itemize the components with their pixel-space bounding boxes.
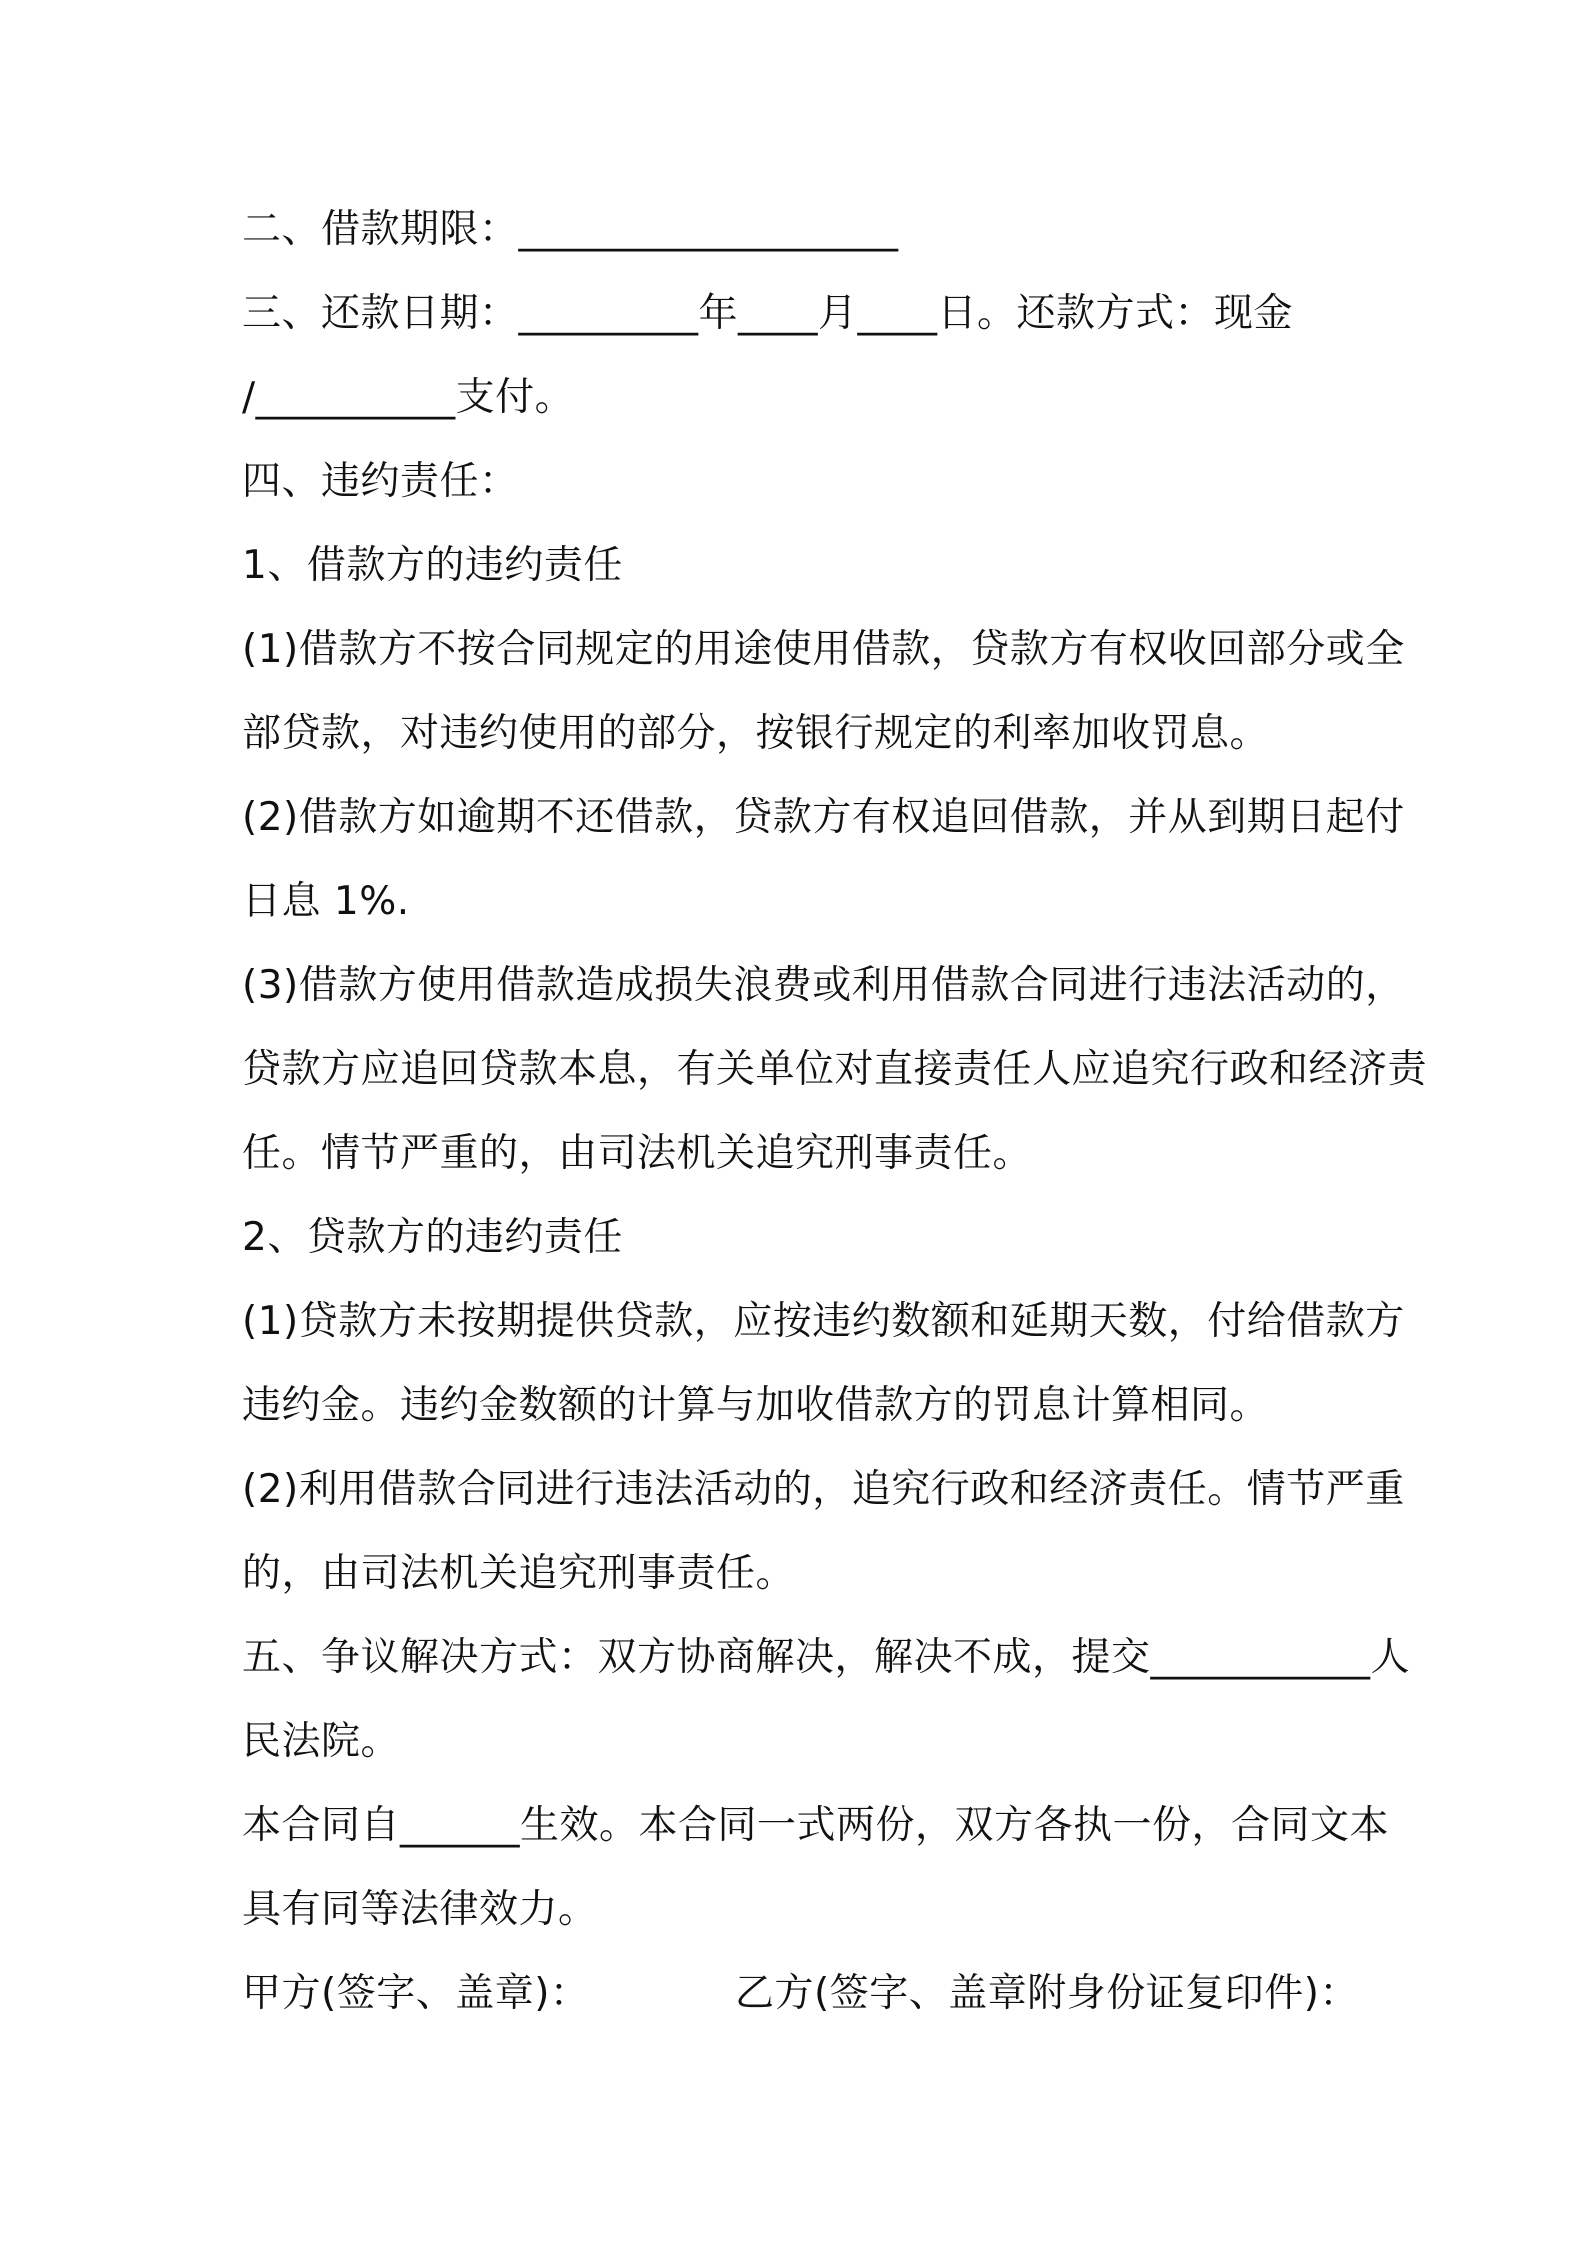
borrower-clause-1-line-1: (1)借款方不按合同规定的用途使用借款，贷款方有权收回部分或全 (242, 627, 1405, 672)
lender-clause-1-line-1: (1)贷款方未按期提供贷款，应按违约数额和延期天数，付给借款方 (242, 1299, 1405, 1344)
borrower-clause-2-line-1: (2)借款方如逾期不还借款，贷款方有权追回借款，并从到期日起付 (242, 795, 1405, 840)
borrower-liability-heading: 1、借款方的违约责任 (242, 543, 623, 588)
liability-heading: 四、违约责任： (242, 459, 519, 504)
dispute-resolution-line-2: 民法院。 (242, 1719, 401, 1764)
repayment-date-line: 三、还款日期：_________年____月____日。还款方式：现金 (242, 291, 1294, 336)
borrower-clause-1-line-2: 部贷款，对违约使用的部分，按银行规定的利率加收罚息。 (242, 711, 1270, 756)
effective-clause-line-2: 具有同等法律效力。 (242, 1887, 598, 1932)
borrower-clause-3-line-3: 任。情节严重的，由司法机关追究刑事责任。 (242, 1131, 1033, 1176)
dispute-resolution-line-1: 五、争议解决方式：双方协商解决，解决不成，提交___________人 (242, 1635, 1411, 1680)
borrower-clause-2-line-2: 日息 1%. (242, 879, 410, 924)
lender-clause-2-line-2: 的，由司法机关追究刑事责任。 (242, 1551, 796, 1596)
loan-term-line: 二、借款期限：___________________ (242, 207, 899, 252)
repayment-method-line: /__________支付。 (242, 375, 575, 420)
lender-clause-2-line-1: (2)利用借款合同进行违法活动的，追究行政和经济责任。情节严重 (242, 1467, 1405, 1512)
signature-row (242, 1952, 1367, 2036)
lender-clause-1-line-2: 违约金。违约金数额的计算与加收借款方的罚息计算相同。 (242, 1383, 1270, 1428)
borrower-clause-3-line-1: (3)借款方使用借款造成损失浪费或利用借款合同进行违法活动的， (242, 963, 1405, 1008)
contract-body (242, 188, 1428, 2036)
borrower-clause-3-line-2: 贷款方应追回贷款本息，有关单位对直接责任人应追究行政和经济责 (242, 1047, 1428, 1092)
party-b-signature-label: 乙方(签字、盖章附身份证复印件)： (735, 1971, 1359, 2016)
lender-liability-heading: 2、贷款方的违约责任 (242, 1215, 623, 1260)
effective-clause-line-1: 本合同自______生效。本合同一式两份，双方各执一份，合同文本 (242, 1803, 1390, 1848)
party-a-signature-label: 甲方(签字、盖章)： (242, 1971, 590, 2016)
